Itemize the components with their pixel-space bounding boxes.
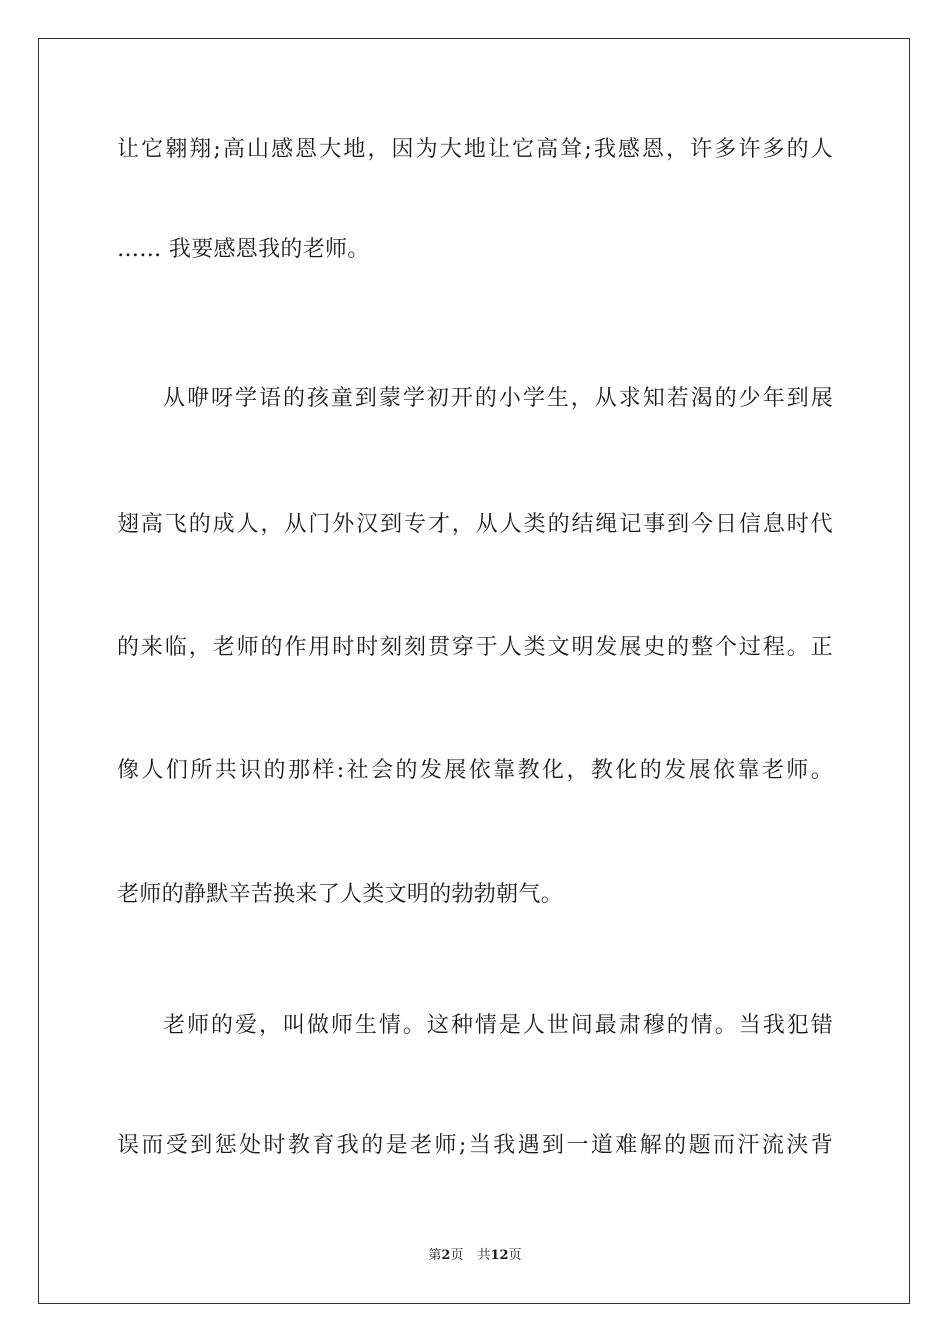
text-line-1: 让它翱翔;高山感恩大地，因为大地让它高耸;我感恩，许多许多的人	[117, 137, 833, 162]
text-line-5: 的来临，老师的作用时时刻刻贯穿于人类文明发展史的整个过程。正	[117, 635, 833, 660]
text-line-2: …… 我要感恩我的老师。	[117, 237, 370, 262]
text-line-8: 老师的爱，叫做师生情。这种情是人世间最肃穆的情。当我犯错	[163, 1013, 833, 1038]
page-prefix: 第	[428, 1248, 442, 1263]
text-line-7: 老师的静默辛苦换来了人类文明的勃勃朝气。	[117, 882, 564, 907]
text-line-4: 翅高飞的成人，从门外汉到专才，从人类的结绳记事到今日信息时代	[117, 512, 833, 537]
total-prefix: 共	[477, 1248, 491, 1263]
page-border	[38, 38, 910, 1304]
text-line-9: 误而受到惩处时教育我的是老师;当我遇到一道难解的题而汗流浃背	[117, 1133, 833, 1158]
total-suffix: 页	[508, 1248, 522, 1263]
page-suffix: 页	[450, 1248, 464, 1263]
text-line-3: 从咿呀学语的孩童到蒙学初开的小学生，从求知若渴的少年到展	[163, 386, 833, 411]
current-page-number: 2	[441, 1248, 451, 1263]
text-line-6: 像人们所共识的那样:社会的发展依靠教化，教化的发展依靠老师。	[117, 758, 833, 783]
page-footer	[0, 1247, 950, 1265]
total-page-count: 12	[490, 1248, 509, 1263]
